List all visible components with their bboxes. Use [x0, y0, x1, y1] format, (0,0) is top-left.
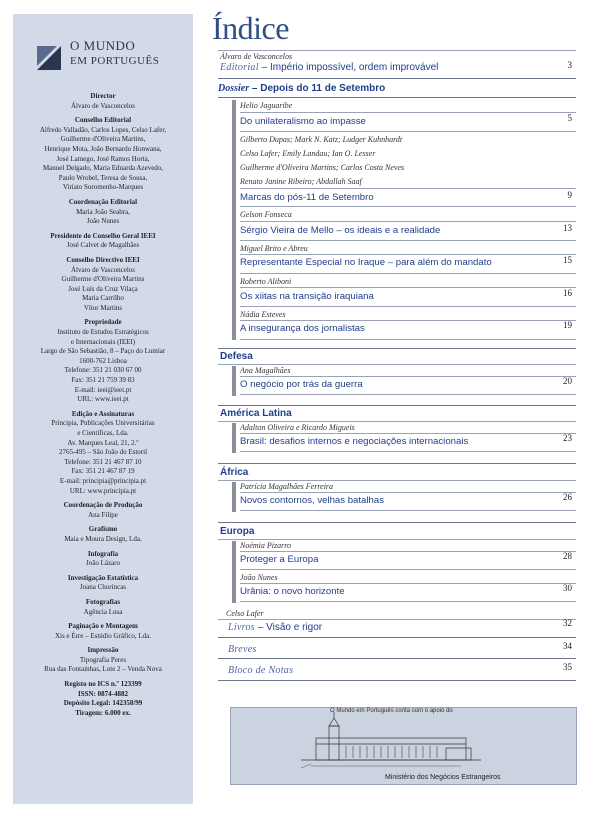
masthead-heading: Conselho Editorial	[74, 116, 132, 125]
masthead-line: URL: www.principia.pt	[69, 486, 137, 495]
registration-line: Registo no ICS n.º 123399	[64, 680, 142, 689]
masthead-line: Maria Carrilho	[82, 294, 124, 303]
ministry-building-illustration	[231, 708, 576, 784]
masthead-heading: Investigação Estatística	[67, 573, 139, 582]
masthead-heading: Paginação e Montagem	[68, 622, 138, 631]
section-bar	[232, 366, 236, 396]
page-number: 28	[563, 551, 572, 561]
toc-article-link[interactable]: Brasil: desafios internos e negociações internacionais	[240, 436, 469, 447]
masthead-line: Telefone: 351 21 030 67 00	[64, 366, 142, 375]
masthead-line: Viriato Soromenho-Marques	[62, 183, 144, 192]
section-bar	[232, 541, 236, 603]
section-label: Dossier	[218, 83, 250, 94]
toc-article-link[interactable]: Sérgio Vieira de Mello – os ideais e a realidade	[240, 225, 441, 236]
toc-article-link[interactable]: Os xiitas na transição iraquiana	[240, 291, 374, 302]
page-number: 3	[567, 60, 572, 70]
section-bar	[232, 423, 236, 453]
masthead-line: Fax: 351 21 759 39 83	[71, 376, 135, 385]
toc-author: João Nunes	[240, 573, 278, 582]
masthead-line: Tipografia Peres	[79, 655, 127, 664]
registration-line: Tiragem: 6.000 ex.	[75, 708, 131, 717]
page-number: 26	[563, 492, 572, 502]
masthead-line: Maia e Moura Design, Lda.	[64, 534, 142, 543]
page-number: 5	[567, 113, 572, 123]
masthead-line: Telefone: 351 21 467 87 10	[64, 457, 142, 466]
toc-author: Renato Janine Ribeiro; Abdallah Saaf	[240, 177, 362, 186]
masthead-line: Maria João Seabra,	[76, 207, 130, 216]
ministry-name: Ministério dos Negócios Estrangeiros	[385, 774, 501, 781]
toc-article-link[interactable]: Urânia: o novo horizonte	[240, 586, 345, 597]
page-number: 15	[563, 255, 572, 265]
masthead-line: Guilherme d'Oliveira Martins	[61, 275, 145, 284]
toc-author: Roberto Aliboni	[240, 277, 292, 286]
article-title: Visão e rigor	[266, 622, 323, 633]
toc-section-europa[interactable]: Europa	[220, 526, 255, 537]
toc-author: Gelson Fonseca	[240, 210, 292, 219]
masthead-line: Álvaro de Vasconcelos	[70, 265, 136, 274]
masthead-line: 2765-495 – São João do Estoril	[58, 448, 148, 457]
toc-author: Patrícia Magalhães Ferreira	[240, 482, 334, 491]
masthead-line: Álvaro de Vasconcelos	[70, 101, 136, 110]
page-number: 35	[563, 662, 572, 672]
page-number: 20	[563, 376, 572, 386]
masthead-line: Fax: 351 21 467 87 19	[71, 467, 135, 476]
toc-author: Álvaro de Vasconcelos	[220, 52, 293, 61]
masthead-line: Manuel Delgado, Maria Eduarda Azevedo,	[42, 164, 164, 173]
page-number: 19	[563, 320, 572, 330]
page-number: 13	[563, 223, 572, 233]
masthead-line: Agência Lusa	[83, 607, 123, 616]
toc-article-link[interactable]: Marcas do pós-11 de Setembro	[240, 192, 374, 203]
masthead-line: José Calvet de Magalhães	[66, 241, 140, 250]
masthead-line: URL: www.ieei.pt	[77, 395, 129, 404]
toc-author: Gilberto Dupas; Mark N. Katz; Ludger Kuhnhardt	[240, 135, 403, 144]
masthead-line: João Nunes	[86, 217, 120, 226]
masthead-line: Principia, Publicações Universitárias	[51, 419, 155, 428]
masthead-line: Xis e Érre – Estúdio Gráfico, Lda.	[54, 631, 152, 640]
masthead-heading: Director	[90, 92, 116, 100]
logo-line2: EM PORTUGUÊS	[70, 55, 160, 67]
toc-section-editorial[interactable]: Editorial – Império impossível, ordem improvável	[220, 62, 439, 73]
masthead-heading: Impressão	[87, 646, 119, 655]
masthead-line: Largo de São Sebastião, 8 – Paço do Lumiar	[40, 347, 166, 356]
masthead-heading: Conselho Directivo IEEI	[66, 255, 140, 264]
toc-article-link[interactable]: A insegurança dos jornalistas	[240, 323, 365, 334]
toc-section-livros[interactable]: Livros – Visão e rigor	[228, 622, 323, 633]
masthead-line: e Científicas, Lda.	[77, 429, 129, 437]
masthead-heading: Fotografias	[85, 597, 121, 606]
section-subtitle: Depois do 11 de Setembro	[260, 83, 386, 94]
toc-article-link[interactable]: Do unilateralismo ao impasse	[240, 116, 366, 127]
toc-section-defesa[interactable]: Defesa	[220, 351, 253, 362]
registration-line: ISSN: 0874-4882	[78, 689, 128, 698]
masthead-heading: Edição e Assinaturas	[71, 409, 135, 418]
masthead-line: 1600-762 Lisboa	[79, 356, 127, 365]
page-number: 9	[567, 190, 572, 200]
masthead-line: Ana Filipe	[88, 510, 118, 519]
toc-section-breves[interactable]: Breves	[228, 644, 257, 655]
masthead-line: e Internacionais (IEEI)	[70, 337, 136, 346]
toc-author: Adalton Oliveira e Ricardo Migueis	[240, 423, 355, 432]
toc-section-africa[interactable]: África	[220, 467, 249, 478]
toc-article-link[interactable]: Representante Especial no Iraque – para além do mandato	[240, 257, 492, 268]
masthead-heading: Grafismo	[88, 525, 118, 534]
toc-author: Noémia Pizarro	[240, 541, 292, 550]
masthead-line: Alfredo Valladão, Carlos Lopes, Celso Lafer,	[39, 125, 167, 134]
masthead-line: João Lázaro	[85, 559, 120, 568]
toc-author: Ana Magalhães	[240, 366, 291, 375]
toc-section-bloco-de-notas[interactable]: Bloco de Notas	[228, 665, 294, 676]
masthead-heading: Coordenação de Produção	[63, 501, 143, 510]
masthead-line: José Luís da Cruz Vilaça	[68, 284, 138, 293]
toc-author: Miguel Brito e Abreu	[240, 244, 308, 253]
registration-line: Depósito Legal: 142358/99	[63, 699, 143, 708]
page-title: Índice	[212, 10, 289, 46]
masthead-line: José Lamego, José Ramos Horta,	[56, 154, 150, 163]
page-number: 34	[563, 641, 572, 651]
masthead-heading: Coordenação Editorial	[68, 197, 138, 206]
toc-section-america-latina[interactable]: América Latina	[220, 408, 292, 419]
toc-author: Helio Jaguaribe	[240, 101, 293, 110]
toc-article-link[interactable]: O negócio por trás da guerra	[240, 379, 363, 390]
masthead-line: Guilherme d'Oliveira Martins,	[60, 135, 146, 144]
masthead-line: Rua das Fontainhas, Lote 2 – Venda Nova	[44, 665, 162, 674]
masthead-line: E-mail: ieei@ieei.pt	[74, 385, 132, 394]
toc-author: Guilherme d'Oliveira Martins; Carlos Costa Neves	[240, 163, 405, 172]
masthead-line: E-mail: principia@principia.pt	[59, 476, 147, 485]
article-title: Império impossível, ordem improvável	[269, 62, 439, 73]
page-number: 30	[563, 583, 572, 593]
page-number: 23	[563, 433, 572, 443]
section-label: Editorial	[220, 62, 259, 73]
masthead-heading: Propriedade	[84, 318, 122, 327]
page-number: 16	[563, 288, 572, 298]
toc-article-link[interactable]: Proteger a Europa	[240, 554, 319, 565]
masthead-line: Paulo Wrobel, Teresa de Sousa,	[58, 173, 148, 182]
masthead-line: Vítor Martins	[83, 303, 123, 312]
masthead-heading: Presidente do Conselho Geral IEEI	[50, 231, 156, 240]
toc-author: Celso Lafer	[226, 609, 264, 618]
masthead-line: Av. Marques Leal, 21, 2.º	[67, 438, 139, 447]
section-bar	[232, 482, 236, 512]
masthead-line: Instituto de Estudos Estratégicos	[57, 328, 149, 337]
sponsor-caption: O Mundo em Português conta com o apoio do	[330, 708, 453, 714]
masthead-line: Henrique Mota, João Bernardo Honwana,	[44, 144, 162, 153]
toc-section-dossier[interactable]: Dossier – Depois do 11 de Setembro	[218, 83, 386, 94]
masthead-line: Joana Chorincas	[79, 583, 127, 592]
page-number: 32	[563, 618, 572, 628]
toc-author: Celso Lafer; Emily Landau; Ian O. Lesser	[240, 149, 376, 158]
dossier-bar	[232, 100, 236, 340]
section-label: Livros	[228, 622, 255, 633]
toc-article-link[interactable]: Novos contornos, velhas batalhas	[240, 495, 384, 506]
logo-line1: O MUNDO	[70, 38, 136, 53]
toc-author: Nádia Esteves	[240, 310, 286, 319]
masthead-heading: Infografia	[87, 549, 119, 558]
